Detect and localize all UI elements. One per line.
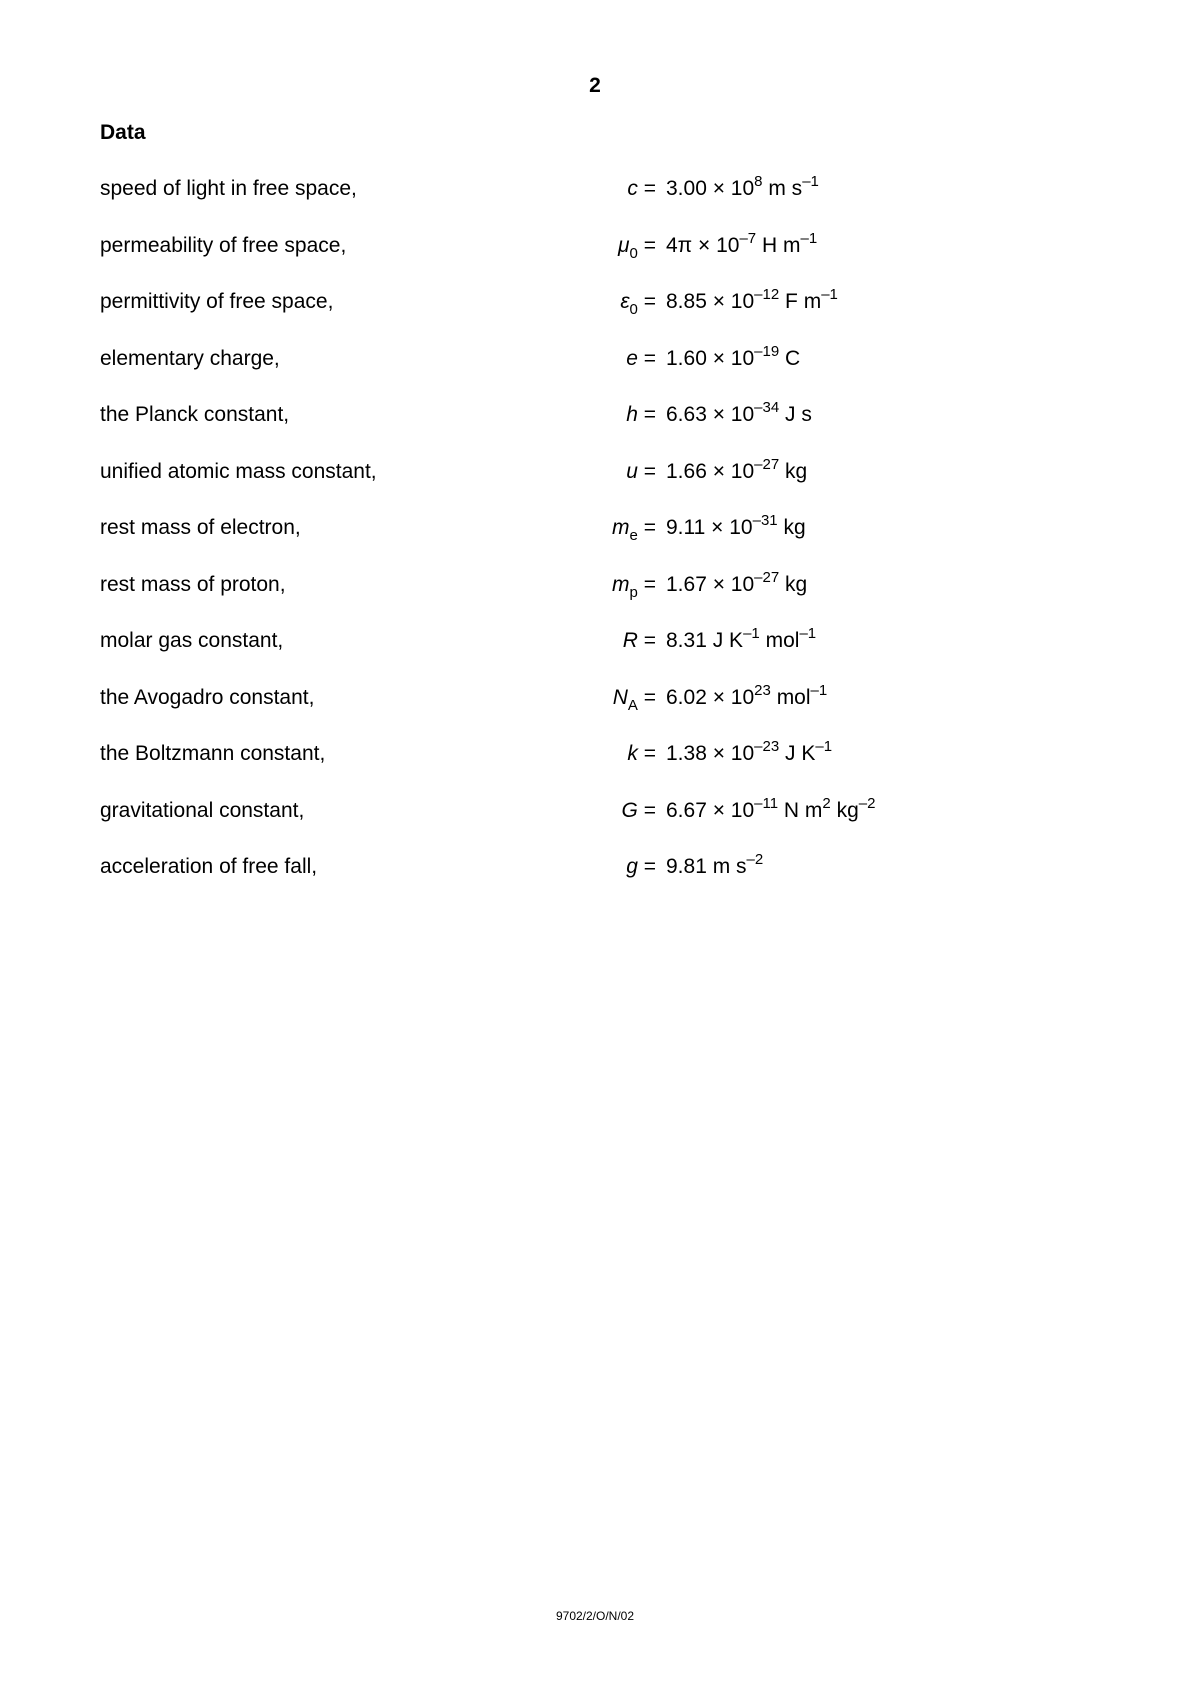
constant-symbol: $m_e$ = <box>612 516 656 544</box>
constant-label: elementary charge, <box>100 346 280 370</box>
constant-value: $6.67 \times 10^{-11}$ N $m^2$ $kg^{-2}$ <box>666 794 876 822</box>
constant-label: permittivity of free space, <box>100 290 334 313</box>
constant-row <box>100 679 1100 736</box>
constant-unit: mol$^{-1}$ <box>770 681 828 709</box>
constant-value: $9.11 \times 10^{-31}$ kg <box>666 512 806 539</box>
constant-value: $4\pi \times 10^{-7}$ H $m^{-1}$ <box>666 229 818 257</box>
constant-row <box>100 283 1100 340</box>
constant-label: the Boltzmann constant, <box>100 742 326 765</box>
constant-unit: N $m^2$ $kg^{-2}$ <box>778 794 876 822</box>
constant-row <box>100 792 1100 849</box>
constant-symbol: $\mu_0$ = <box>618 233 656 262</box>
constant-label: the Planck constant, <box>100 403 290 426</box>
constant-unit: C <box>779 346 801 370</box>
constant-label: acceleration of free fall, <box>100 855 318 878</box>
constant-value: $1.67 \times 10^{-27}$ kg <box>666 568 808 596</box>
constant-row <box>100 848 1100 905</box>
constant-label: the Avogadro constant, <box>100 685 315 709</box>
constant-row <box>100 227 1100 284</box>
constant-label: rest mass of electron, <box>100 516 301 539</box>
constant-row <box>100 396 1100 453</box>
constant-unit: J $K^{-1}$ mol$^{-1}$ <box>706 625 817 652</box>
constant-unit: F $m^{-1}$ <box>779 286 838 313</box>
constant-value: $1.38 \times 10^{-23}$ J $K^{-1}$ <box>666 738 833 765</box>
constant-row <box>100 735 1100 792</box>
constant-value: $1.66 \times 10^{-27}$ kg <box>666 455 808 483</box>
constant-row <box>100 622 1100 679</box>
constant-row <box>100 340 1100 397</box>
constant-label: molar gas constant, <box>100 629 284 652</box>
document-code: 9702/2/O/N/02 <box>555 1609 635 1623</box>
constant-unit: kg <box>779 572 808 596</box>
constants-table <box>100 170 1100 905</box>
constant-value: $3.00 \times 10^8$ m $s^{-1}$ <box>666 173 819 200</box>
constant-symbol: u = <box>626 459 656 483</box>
constant-symbol: e = <box>626 346 656 370</box>
constant-value: $6.02 \times 10^{23}$ mol$^{-1}$ <box>666 681 828 709</box>
constant-symbol: G = <box>621 798 656 822</box>
constant-unit: m $s^{-1}$ <box>762 173 819 200</box>
constant-symbol: h = <box>626 403 656 426</box>
constant-label: permeability of free space, <box>100 233 347 257</box>
constant-row <box>100 509 1100 566</box>
page-number: 2 <box>589 74 601 97</box>
constant-label: unified atomic mass constant, <box>100 459 377 483</box>
constant-unit: J $K^{-1}$ <box>779 738 833 765</box>
constant-unit: J s <box>779 403 812 426</box>
constant-unit: m $s^{-2}$ <box>706 851 764 878</box>
constant-symbol: $\varepsilon_0$ = <box>620 290 656 318</box>
constant-row <box>100 566 1100 623</box>
constant-symbol: k = <box>627 742 656 765</box>
constant-unit: kg <box>777 516 806 539</box>
constant-row <box>100 170 1100 227</box>
constant-label: gravitational constant, <box>100 798 305 822</box>
constant-symbol: $N_A$ = <box>612 685 656 714</box>
constant-symbol: R = <box>622 629 656 652</box>
section-heading: Data <box>100 121 146 144</box>
constant-label: rest mass of proton, <box>100 572 286 596</box>
constant-value: $1.60 \times 10^{-19}$ C <box>666 342 801 370</box>
constant-value: 9.81 m $s^{-2}$ <box>666 851 764 878</box>
constant-symbol: g = <box>626 855 656 878</box>
constant-value: 8.31 J $K^{-1}$ mol$^{-1}$ <box>666 625 817 652</box>
constant-symbol: c = <box>627 177 656 200</box>
constant-row <box>100 453 1100 510</box>
constant-value: $6.63 \times 10^{-34}$ J s <box>666 399 812 426</box>
constant-unit: kg <box>779 459 808 483</box>
constant-symbol: $m_p$ = <box>612 572 656 601</box>
constant-value: $8.85 \times 10^{-12}$ F $m^{-1}$ <box>666 286 838 313</box>
constant-unit: H $m^{-1}$ <box>756 229 818 257</box>
constant-label: speed of light in free space, <box>100 177 357 200</box>
